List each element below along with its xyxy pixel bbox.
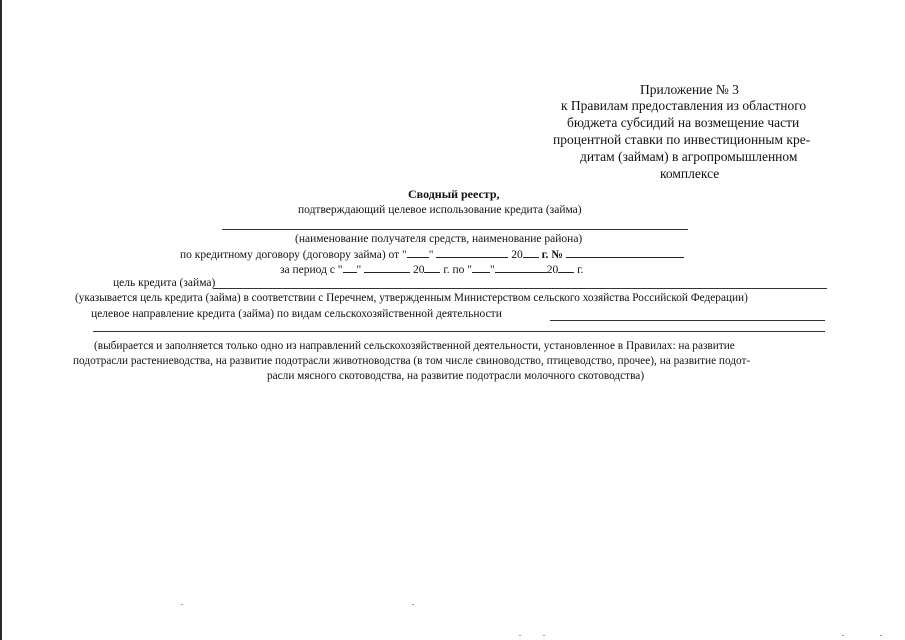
scan-speck — [412, 604, 414, 605]
period-year-2: 20 — [546, 264, 559, 276]
agreement-year: 20 — [511, 249, 523, 261]
period-start-month-blank — [364, 261, 410, 273]
direction-label: целевое направление кредита (займа) по видам сельскохозяйственной деятельности — [91, 308, 502, 320]
document-title: Сводный реестр, — [408, 187, 500, 201]
agreement-line — [180, 246, 684, 262]
agreement-prefix: по кредитному договору (договору займа) от " — [180, 249, 407, 261]
purpose-caption: (указывается цель кредита (займа) в соответствии с Перечнем, утвержденным Министерством сельского хозяйства Российской Федерации) — [75, 292, 748, 304]
recipient-name-line — [222, 229, 688, 230]
period-line — [280, 261, 583, 277]
document-subtitle: подтверждающий целевое использование кредита (займа) — [298, 204, 582, 216]
period-end-day-blank — [472, 261, 490, 273]
appendix-line: процентной ставки по инвестиционным кре- — [553, 132, 811, 147]
period-quote-2: " — [490, 264, 495, 276]
appendix-line: к Правилам предоставления из областного — [561, 98, 807, 113]
period-start-day-blank — [343, 261, 357, 273]
appendix-line: комплексе — [660, 166, 720, 181]
period-start-year-blank — [424, 261, 440, 273]
direction-caption-line: подотрасли растениеводства, на развитие подотрасли животноводства (в том числе свиноводство, птицеводство, прочее), на развитие подот- — [73, 355, 751, 367]
agreement-number-label: г. № — [541, 249, 563, 261]
agreement-month-blank — [436, 246, 508, 258]
period-prefix: за период с " — [280, 264, 343, 276]
recipient-caption: (наименование получателя средств, наименование района) — [295, 233, 583, 245]
direction-caption-line: расли мясного скотоводства, на развитие подотрасли молочного скотоводства) — [267, 370, 645, 382]
agreement-year-blank — [523, 246, 539, 258]
direction-line-2 — [93, 331, 825, 332]
period-end-year-blank — [558, 261, 574, 273]
purpose-line — [213, 288, 827, 289]
agreement-day-blank — [407, 246, 429, 258]
appendix-line: бюджета субсидий на возмещение части — [567, 115, 800, 130]
scan-speck — [842, 635, 844, 636]
scan-speck — [543, 635, 545, 636]
period-g: г. — [577, 264, 584, 276]
period-mid: г. по " — [443, 264, 472, 276]
agreement-number-blank — [566, 246, 684, 258]
page-left-edge — [0, 0, 2, 640]
direction-caption-line: (выбирается и заполняется только одно из направлений сельскохозяйственной деятельности, установленное в Правилах: на развитие — [94, 340, 735, 352]
direction-line — [550, 320, 825, 321]
scan-speck — [880, 635, 882, 636]
appendix-number: Приложение № 3 — [640, 82, 739, 97]
purpose-label: цель кредита (займа) — [113, 277, 216, 289]
period-year-1: 20 — [412, 264, 425, 276]
agreement-quote: " — [428, 249, 434, 261]
appendix-line: дитам (займам) в агропромышленном — [580, 149, 798, 164]
scan-speck — [519, 635, 521, 636]
period-end-month-blank — [495, 261, 547, 273]
period-quote-1: " — [356, 264, 362, 276]
scan-speck — [181, 604, 183, 605]
